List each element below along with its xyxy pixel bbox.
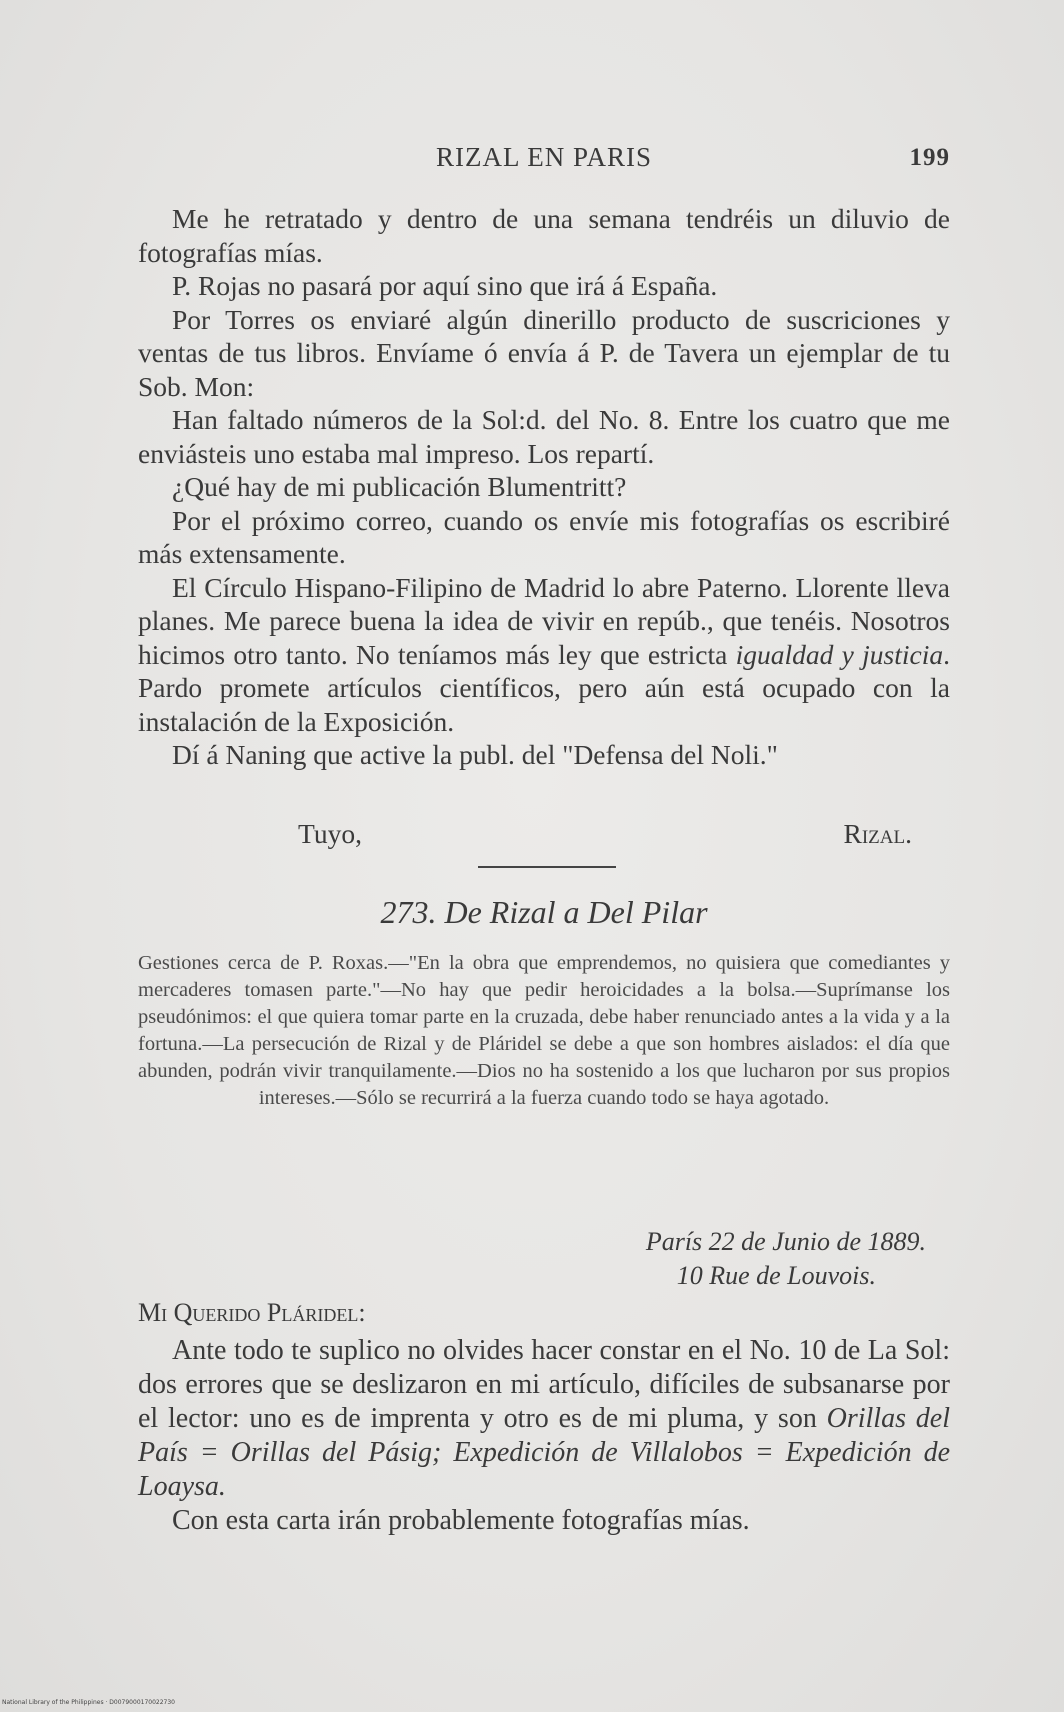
letter-address: 10 Rue de Louvois. — [676, 1261, 876, 1290]
paragraph — [138, 1334, 950, 1504]
page-number: 199 — [909, 144, 950, 171]
salutation: Mi Querido Pláridel: — [138, 1298, 366, 1327]
paragraph: Me he retratado y dentro de una semana tendréis un diluvio de fotografías mías. — [138, 203, 950, 268]
letter-continuation — [138, 202, 950, 772]
paragraph: Con esta carta irán probablemente fotografías mías. — [172, 1505, 750, 1536]
text-run: Ante todo te suplico no olvides hacer constar en el No. 10 de La Sol: dos errores que se deslizaron en mi artículo, difíciles de subsanarse por el lector: uno es de imprenta y otro es de mi pluma, y son — [138, 1335, 950, 1434]
paragraph: Por Torres os enviaré algún dinerillo producto de suscriciones y ventas de tus libros. Envíame ó envía á P. de Tavera un ejemplar de tu Sob. Mon: — [138, 303, 950, 402]
paragraph: P. Rojas no pasará por aquí sino que irá á España. — [172, 270, 718, 301]
scan-footer: National Library of the Philippines · D0079000170022730 — [2, 1699, 175, 1706]
letter-summary: Gestiones cerca de P. Roxas.—"En la obra que emprendemos, no quisiera que comediantes y mercaderes tomasen parte."—No hay que pedir heroicidades a la bolsa.—Suprímanse los pseudónimos: el que quiera tomar parte en la cruzada, debe haber renunciado antes a la vida y a la fortuna.—La persecución de Rizal y de Pláridel se debe a que son hombres aislados: el día que abunden, podrán vivir tranquilamente.—Dios no ha sostenido a los que lucharon por sus propios intereses.—Sólo se recurrirá a la fuerza cuando todo se haya agotado. — [138, 952, 950, 1109]
running-head-title: RIZAL EN PARIS — [435, 142, 653, 172]
signoff — [138, 818, 950, 852]
paragraph: ¿Qué hay de mi publicación Blumentritt? — [172, 471, 627, 502]
text-run: . Pardo promete artículos científicos, pero aún está ocupado con la instalación de la Exposición. — [138, 638, 950, 737]
section-divider — [478, 866, 616, 868]
emphasis-text: Orillas del País = Orillas del Pásig; Expedición de Villalobos = Expedición de Loaysa. — [138, 1403, 950, 1502]
paragraph: Han faltado números de la Sol:d. del No. 8. Entre los cuatro que me enviásteis uno estaba mal impreso. Los repartí. — [138, 404, 950, 469]
dateline — [646, 1225, 926, 1293]
letter-heading: 273. De Rizal a Del Pilar — [380, 894, 708, 930]
text-run: El Círculo Hispano-Filipino de Madrid lo abre Paterno. Llorente lleva planes. Me parece buena la idea de vivir en repúb., que tenéis. Nosotros hicimos otro tanto. No teníamos más ley que estricta — [138, 571, 950, 670]
emphasis-text: igualdad y justicia — [735, 638, 944, 670]
paragraph: Por el próximo correo, cuando os envíe mis fotografías os escribiré más extensamente. — [138, 504, 950, 569]
signoff-closing: Tuyo, — [298, 818, 362, 849]
signature: Rizal. — [843, 818, 912, 849]
letter-body — [138, 1334, 950, 1538]
letter-date: París 22 de Junio de 1889. — [645, 1227, 926, 1256]
running-head — [138, 142, 950, 176]
paragraph-circulo — [138, 571, 950, 739]
paragraph: Dí á Naning que active la publ. del "Defensa del Noli." — [172, 739, 778, 770]
